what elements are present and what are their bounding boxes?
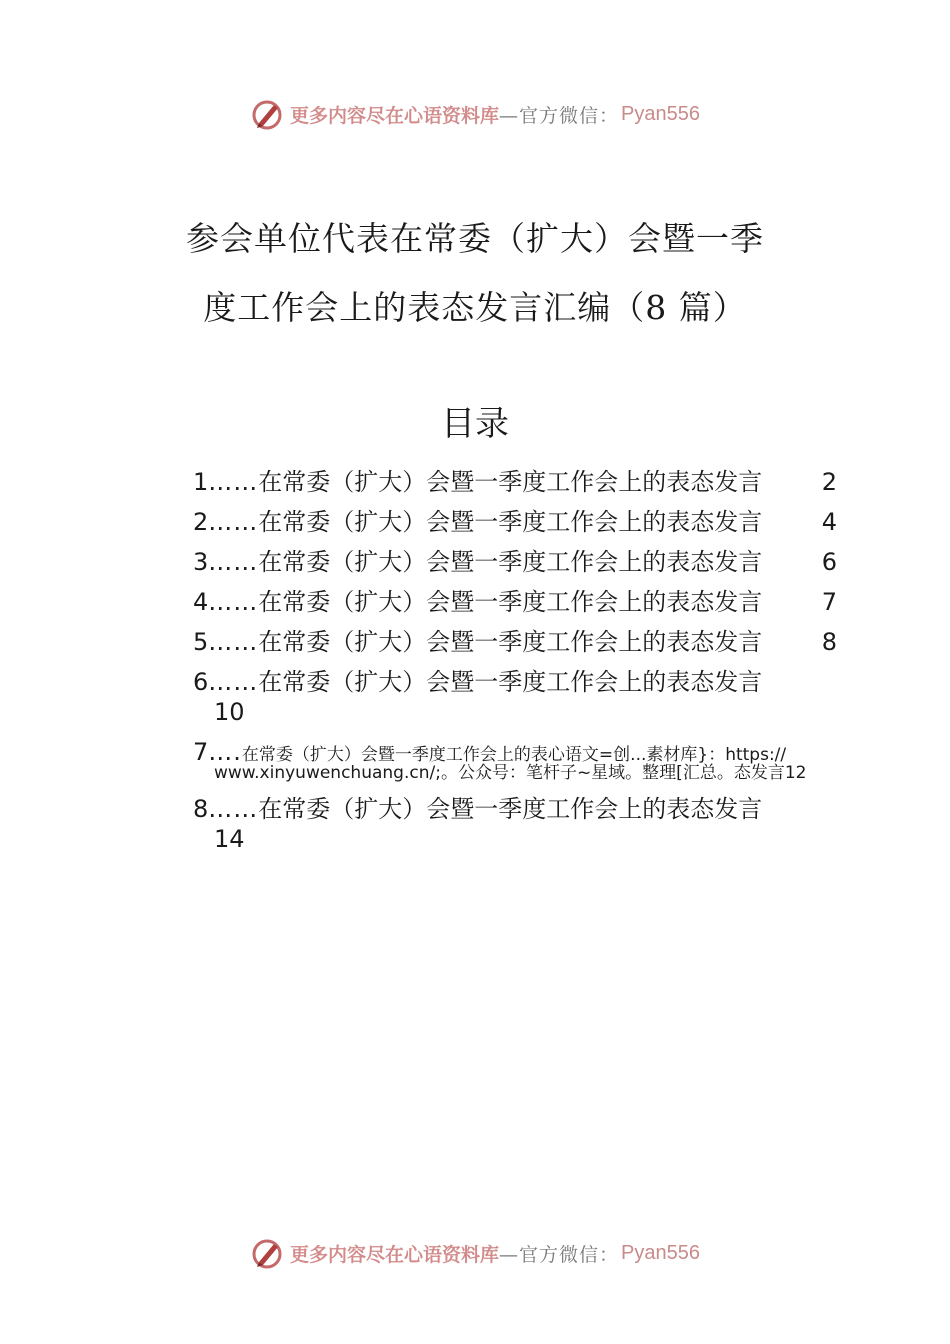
toc-entry-page: 6 [821, 548, 837, 576]
toc-entry-dots: …… [208, 468, 259, 496]
toc-entry-page: 2 [821, 468, 837, 496]
toc-entry-page: 7 [821, 588, 837, 616]
toc-entry-text: 在常委（扩大）会暨一季度工作会上的表态发言 [258, 668, 763, 696]
toc-entry-text-continued: www.xinyuwenchuang.cn/;。公众号：笔杆子~星域。整理[汇总。态发言12 [214, 763, 807, 783]
document-title-line2: 度工作会上的表态发言汇编（8 篇） [203, 288, 747, 327]
toc-entry-number: 7 [193, 738, 209, 766]
toc-entry-7[interactable] [193, 734, 843, 791]
toc-entry-text: 在常委（扩大）会暨一季度工作会上的表态发言 [258, 508, 763, 536]
toc-entry-2[interactable] [193, 504, 843, 544]
toc-entry-dots: …… [208, 548, 259, 576]
toc-entry-number: 6 [193, 668, 209, 696]
pen-logo-icon [250, 97, 284, 131]
banner-wechat-id: Pyan556 [621, 1241, 700, 1264]
toc-entry-5[interactable] [193, 624, 843, 664]
toc-entry-text: 在常委（扩大）会暨一季度工作会上的表态发言 [258, 795, 763, 823]
toc-entry-1[interactable] [193, 464, 843, 504]
toc-entry-number: 5 [193, 628, 209, 656]
toc-entry-6[interactable] [193, 664, 843, 734]
toc-entry-text: 在常委（扩大）会暨一季度工作会上的表态发言 [258, 628, 763, 656]
toc-entry-page: 8 [821, 628, 837, 656]
footer-banner [0, 1233, 950, 1273]
toc-entry-text: 在常委（扩大）会暨一季度工作会上的表态发言 [258, 548, 763, 576]
toc-entry-dots: …… [208, 628, 259, 656]
pen-logo-icon [250, 1236, 284, 1270]
banner-wechat-id: Pyan556 [621, 102, 700, 125]
toc-entry-page: 10 [214, 698, 245, 726]
document-title-line1: 参会单位代表在常委（扩大）会暨一季 [186, 219, 764, 258]
toc-entry-4[interactable] [193, 584, 843, 624]
toc-entry-text: 在常委（扩大）会暨一季度工作会上的表心语文=创...素材库}：https:// [241, 745, 787, 765]
toc-entry-dots: …… [208, 588, 259, 616]
banner-wechat-label: —官方微信： [499, 1243, 620, 1266]
toc-entry-number: 1 [193, 468, 209, 496]
toc-entry-number: 3 [193, 548, 209, 576]
banner-library-text: 更多内容尽在心语资料库 [290, 104, 500, 127]
toc-entry-page: 4 [821, 508, 837, 536]
toc-entry-number: 2 [193, 508, 209, 536]
toc-entry-number: 8 [193, 795, 209, 823]
toc-heading: 目录 [441, 404, 509, 444]
toc-entry-number: 4 [193, 588, 209, 616]
toc-entry-dots: …… [208, 508, 259, 536]
banner-library-text: 更多内容尽在心语资料库 [290, 1243, 500, 1266]
toc-entry-dots: …. [208, 738, 242, 766]
toc-entry-8[interactable] [193, 791, 843, 861]
toc-entry-page: 14 [214, 825, 245, 853]
toc-entry-dots: …… [208, 795, 259, 823]
table-of-contents [193, 464, 843, 861]
toc-entry-3[interactable] [193, 544, 843, 584]
toc-entry-text: 在常委（扩大）会暨一季度工作会上的表态发言 [258, 468, 763, 496]
toc-entry-dots: …… [208, 668, 259, 696]
toc-entry-text: 在常委（扩大）会暨一季度工作会上的表态发言 [258, 588, 763, 616]
header-banner [0, 94, 950, 134]
banner-wechat-label: —官方微信： [499, 104, 620, 127]
